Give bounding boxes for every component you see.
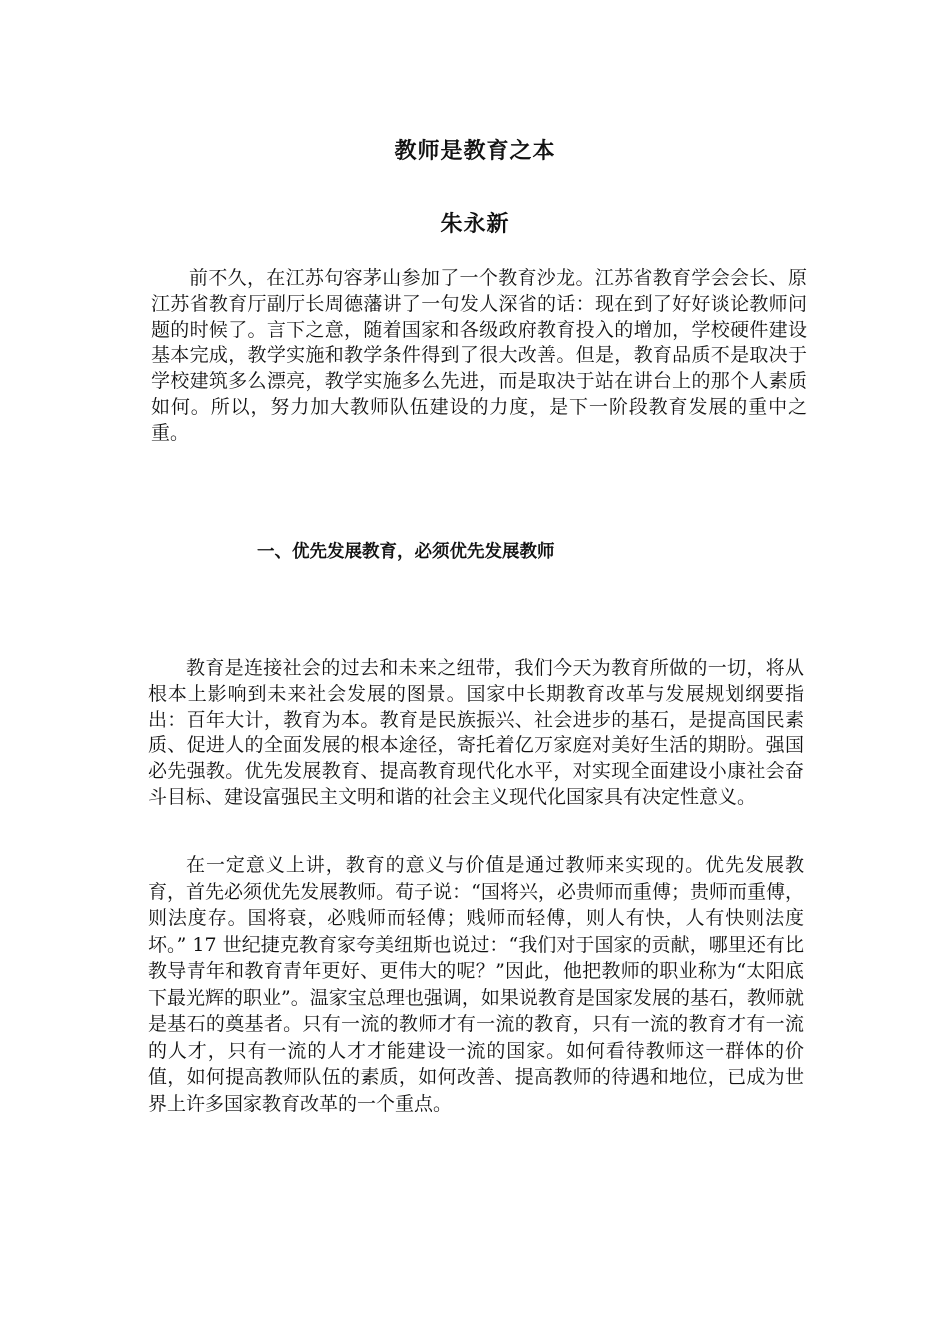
intro-paragraph: 前不久，在江苏句容茅山参加了一个教育沙龙。江苏省教育学会会长、原江苏省教育厅副厅长周德藩讲了一句发人深省的话：现在到了好好谈论教师问题的时候了。言下之意，随着国家和各级政府教育投入的增加，学校硬件建设基本完成，教学实施和教学条件得到了很大改善。但是，教育品质不是取决于学校建筑多么漂亮，教学实施多么先进，而是取决于站在讲台上的那个人素质如何。所以，努力加大教师队伍建设的力度，是下一阶段教育发展的重中之重。 (151, 267, 807, 444)
section-paragraph-1: 教育是连接社会的过去和未来之纽带，我们今天为教育所做的一切，将从根本上影响到未来社会发展的图景。国家中长期教育改革与发展规划纲要指出：百年大计，教育为本。教育是民族振兴、社会进步的基石，是提高国民素质、促进人的全面发展的根本途径，寄托着亿万家庭对美好生活的期盼。强国必先强教。优先发展教育、提高教育现代化水平，对实现全面建设小康社会奋斗目标、建设富强民主文明和谐的社会主义现代化国家具有决定性意义。 (148, 657, 804, 808)
document-author: 朱永新 (440, 212, 510, 237)
section-paragraph-2: 在一定意义上讲，教育的意义与价值是通过教师来实现的。优先发展教育，首先必须优先发展教师。荀子说：“国将兴，必贵师而重傅；贵师而重傅，则法度存。国将衰，必贱师而轻傅；贱师而轻傅，则人有快，人有快则法度坏。” 17 世纪捷克教育家夸美纽斯也说过：“我们对于国家的贡献，哪里还有比教导青年和教育青年更好、更伟大的呢？”因此，他把教师的职业称为“太阳底下最光辉的职业”。温家宝总理也强调，如果说教育是国家发展的基石，教师就是基石的奠基者。只有一流的教师才有一流的教育，只有一流的教育才有一流的人才，只有一流的人才才能建设一流的国家。如何看待教师这一群体的价值，如何提高教师队伍的素质，如何改善、提高教师的待遇和地位，已成为世界上许多国家教育改革的一个重点。 (148, 854, 804, 1115)
document-title: 教师是教育之本 (394, 139, 556, 164)
section-heading: 一、优先发展教育，必须优先发展教师 (257, 542, 555, 562)
